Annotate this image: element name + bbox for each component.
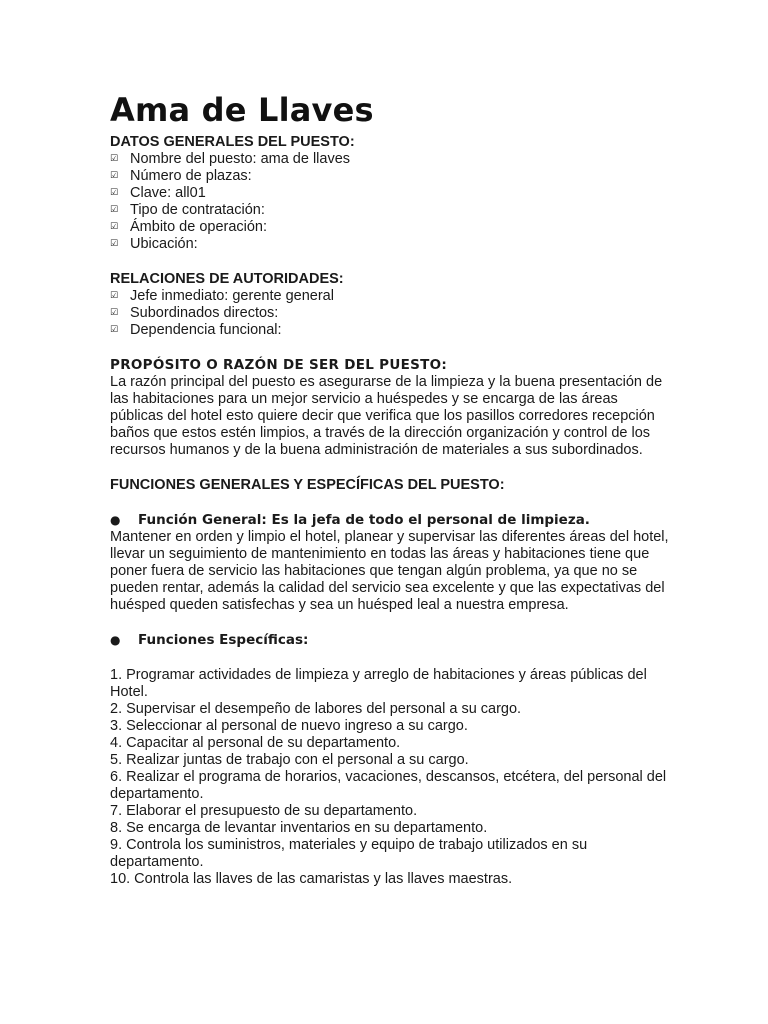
list-item: 10. Controla las llaves de las camaristas y las llaves maestras. bbox=[110, 871, 513, 887]
list-item: ☑ Tipo de contratación: bbox=[110, 202, 265, 218]
list-item: ☑ Nombre del puesto: ama de llaves bbox=[110, 151, 351, 167]
list-item: 7. Elaborar el presupuesto de su departamento. bbox=[110, 803, 418, 819]
proposito-section bbox=[110, 357, 670, 459]
proposito-text: La razón principal del puesto es asegurarse de la limpieza y la buena presentación de las habitaciones para un mejor servicio a huéspedes y se encarga de las áreas públicas del hotel esto quiere decir que verifica que los pasillos corredores recepción baños que estos estén limpios, a través de la dirección organización y control de los recursos humanos y de la buena administración de materiales a sus subordinados. bbox=[110, 374, 663, 458]
proposito-heading: PROPÓSITO O RAZÓN DE SER DEL PUESTO: bbox=[110, 357, 448, 373]
list-item: ☑ Dependencia funcional: bbox=[110, 322, 282, 338]
funcion-general-heading: ● Función General: Es la jefa de todo el personal de limpieza. bbox=[110, 512, 590, 528]
relaciones-heading: RELACIONES DE AUTORIDADES: bbox=[110, 271, 344, 287]
relaciones-list bbox=[110, 288, 670, 339]
list-item: ☑ Ubicación: bbox=[110, 236, 198, 252]
checkbox-bullet-icon: ☑ bbox=[110, 154, 119, 164]
list-item: 8. Se encarga de levantar inventarios en su departamento. bbox=[110, 820, 488, 836]
bullet-icon: ● bbox=[110, 633, 121, 647]
funciones-section bbox=[110, 477, 670, 888]
checkbox-bullet-icon: ☑ bbox=[110, 205, 119, 215]
list-item: 6. Realizar el programa de horarios, vacaciones, descansos, etcétera, del personal del departamento. bbox=[110, 769, 667, 802]
datos-section bbox=[110, 134, 670, 253]
list-item: 9. Controla los suministros, materiales y equipo de trabajo utilizados en su departamento. bbox=[110, 837, 588, 870]
checkbox-bullet-icon: ☑ bbox=[110, 291, 119, 301]
datos-list bbox=[110, 151, 670, 253]
checkbox-bullet-icon: ☑ bbox=[110, 308, 119, 318]
bullet-icon: ● bbox=[110, 513, 121, 527]
list-item: ☑ Número de plazas: bbox=[110, 168, 252, 184]
funciones-especificas-list bbox=[110, 667, 670, 888]
funcion-general-text: Mantener en orden y limpio el hotel, planear y supervisar las diferentes áreas del hotel, llevar un seguimiento de mantenimiento en todas las áreas y habitaciones tiene que poner fuera de servicio las habitaciones que tengan algún problema, ya que no se pueden rentar, además la calidad del servicio sea excelente y que las expectativas del huésped queden satisfechas y sea un huésped leal a nuestra empresa. bbox=[110, 529, 669, 613]
funciones-especificas-heading: ● Funciones Específicas: bbox=[110, 632, 309, 648]
list-item: 2. Supervisar el desempeño de labores del personal a su cargo. bbox=[110, 701, 522, 717]
relaciones-section bbox=[110, 271, 670, 339]
list-item: ☑ Ámbito de operación: bbox=[110, 219, 268, 235]
checkbox-bullet-icon: ☑ bbox=[110, 188, 119, 198]
list-item: ☑ Subordinados directos: bbox=[110, 305, 279, 321]
funciones-heading: FUNCIONES GENERALES Y ESPECÍFICAS DEL PUESTO: bbox=[110, 477, 505, 493]
datos-heading: DATOS GENERALES DEL PUESTO: bbox=[110, 134, 355, 150]
page-title: Ama de Llaves bbox=[110, 91, 374, 129]
list-item: 4. Capacitar al personal de su departamento. bbox=[110, 735, 401, 751]
checkbox-bullet-icon: ☑ bbox=[110, 222, 119, 232]
list-item: ☑ Clave: all01 bbox=[110, 185, 206, 201]
list-item: 5. Realizar juntas de trabajo con el personal a su cargo. bbox=[110, 752, 469, 768]
list-item: 3. Seleccionar al personal de nuevo ingreso a su cargo. bbox=[110, 718, 468, 734]
list-item: 1. Programar actividades de limpieza y arreglo de habitaciones y áreas públicas del Hotel. bbox=[110, 667, 647, 700]
document-page bbox=[110, 92, 670, 888]
checkbox-bullet-icon: ☑ bbox=[110, 325, 119, 335]
list-item: ☑ Jefe inmediato: gerente general bbox=[110, 288, 334, 304]
checkbox-bullet-icon: ☑ bbox=[110, 239, 119, 249]
checkbox-bullet-icon: ☑ bbox=[110, 171, 119, 181]
